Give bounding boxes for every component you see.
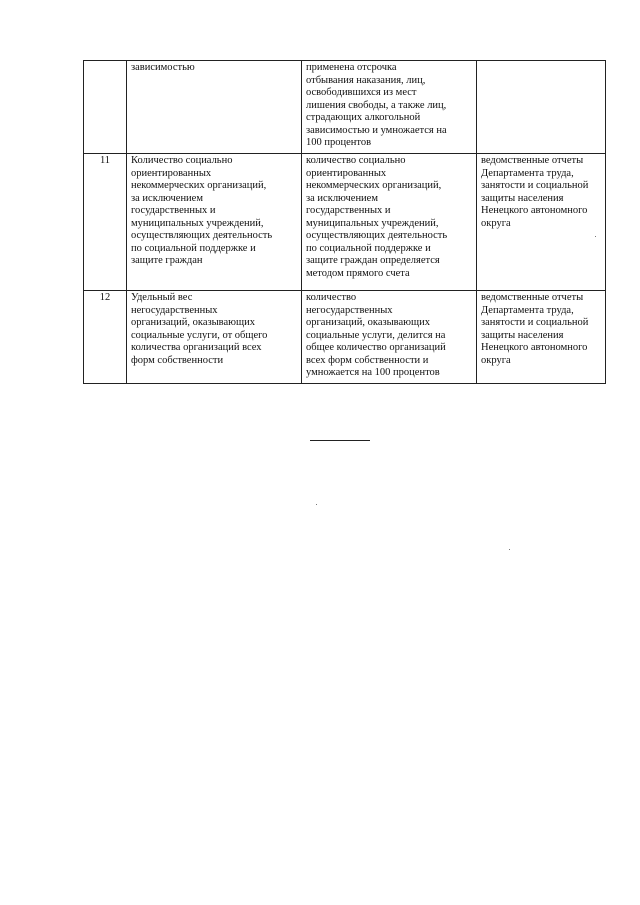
scan-speck xyxy=(509,549,510,550)
indicator-name-cell: зависимостью xyxy=(127,61,302,154)
indicator-name-cell: Удельный вес негосударственных организаций, оказывающих социальные услуги, от общего количества организаций всех форм собственности xyxy=(127,291,302,384)
row-number-cell: 11 xyxy=(84,154,127,291)
indicators-table xyxy=(83,60,606,384)
calculation-method-cell: применена отсрочка отбывания наказания, лиц, освободившихся из мест лишения свободы, а также лиц, страдающих алкогольной зависимостью и умножается на 100 процентов xyxy=(302,61,477,154)
table-row xyxy=(84,291,606,384)
scan-speck xyxy=(595,236,596,237)
row-number-cell: 12 xyxy=(84,291,127,384)
calculation-method-cell: количество социально ориентированных некоммерческих организаций, за исключением государственных и муниципальных учреждений, осуществляющих деятельность по социальной поддержке и защите граждан определяется методом прямого счета xyxy=(302,154,477,291)
table-row xyxy=(84,154,606,291)
data-source-cell: ведомственные отчеты Департамента труда, занятости и социальной защиты населения Ненецкого автономного округа xyxy=(477,154,606,291)
table-row xyxy=(84,61,606,154)
data-source-cell xyxy=(477,61,606,154)
scan-speck xyxy=(316,504,317,505)
calculation-method-cell: количество негосударственных организаций, оказывающих социальные услуги, делится на общее количество организаций всех форм собственности и умножается на 100 процентов xyxy=(302,291,477,384)
indicator-name-cell: Количество социально ориентированных некоммерческих организаций, за исключением государственных и муниципальных учреждений, осуществляющих деятельность по социальной поддержке и защите граждан xyxy=(127,154,302,291)
end-of-document-rule xyxy=(310,440,370,441)
data-source-cell: ведомственные отчеты Департамента труда, занятости и социальной защиты населения Ненецкого автономного округа xyxy=(477,291,606,384)
row-number-cell xyxy=(84,61,127,154)
